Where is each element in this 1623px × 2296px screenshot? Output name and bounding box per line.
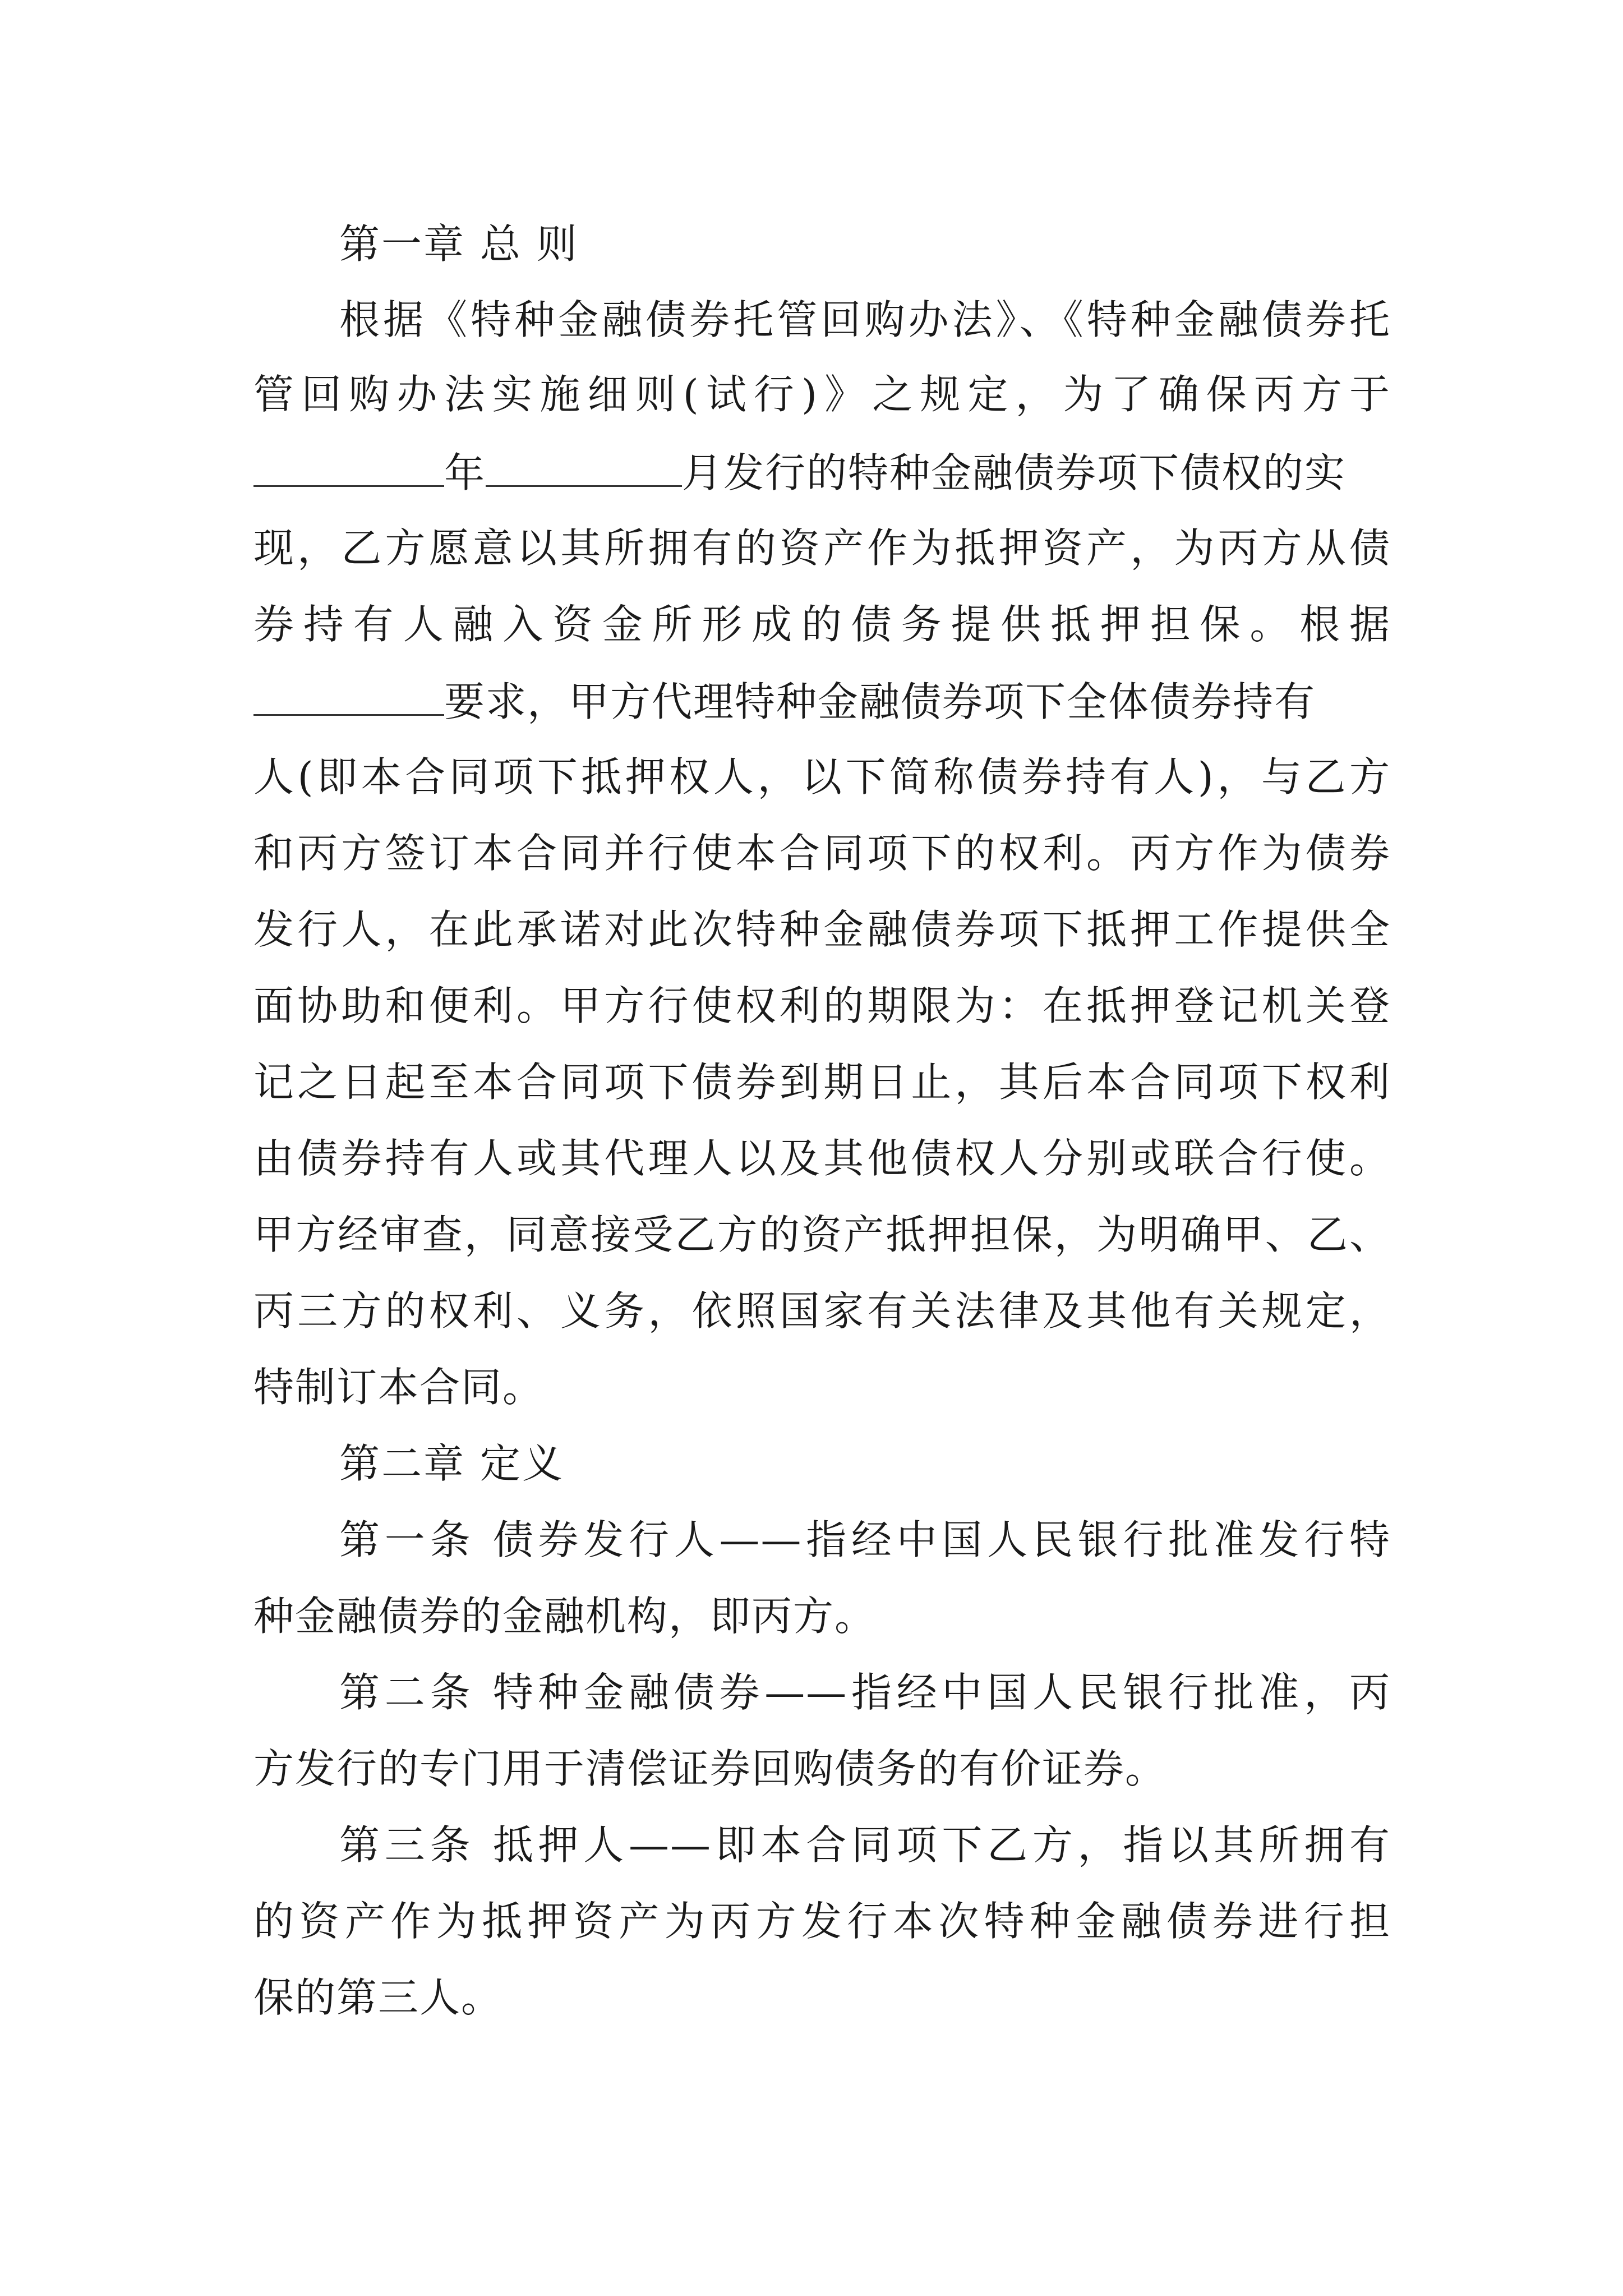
body-line-tail: 要求，甲方代理特种金融债券项下全体债券持有 <box>444 678 1316 725</box>
blank-year-field <box>253 453 444 487</box>
blank-month-field <box>486 453 682 487</box>
body-line-with-blanks <box>253 442 1391 504</box>
body-line: 由债券持有人或其代理人以及其他债权人分别或联合行使。 <box>253 1135 1391 1182</box>
body-line: 记之日起至本合同项下债券到期日止，其后本合同项下权利 <box>253 1059 1391 1106</box>
blank-field <box>253 682 444 716</box>
article-1-line: 种金融债券的金融机构，即丙方。 <box>253 1593 877 1640</box>
article-1-line: 第一条 债券发行人——指经中国人民银行批准发行特 <box>339 1516 1391 1563</box>
article-3-line: 保的第三人。 <box>253 1974 503 2021</box>
body-line-last: 特制订本合同。 <box>253 1364 545 1411</box>
body-line-with-blank <box>253 671 1391 733</box>
body-line: 和丙方签订本合同并行使本合同项下的权利。丙方作为债券 <box>253 830 1391 877</box>
year-label: 年 <box>444 449 486 496</box>
chapter-1-heading: 第一章 总 则 <box>339 220 579 268</box>
body-line: 发行人，在此承诺对此次特种金融债券项下抵押工作提供全 <box>253 906 1391 953</box>
body-line: 现，乙方愿意以其所拥有的资产作为抵押资产，为丙方从债 <box>253 524 1391 572</box>
article-2-line: 方发行的专门用于清偿证券回购债务的有价证券。 <box>253 1745 1167 1792</box>
body-line-tail: 月发行的特种金融债券项下债权的实 <box>682 449 1347 496</box>
chapter-2-heading: 第二章 定义 <box>339 1440 564 1487</box>
body-line: 人(即本合同项下抵押权人，以下简称债券持有人)，与乙方 <box>253 753 1391 800</box>
body-line: 丙三方的权利、义务，依照国家有关法律及其他有关规定， <box>253 1287 1391 1335</box>
body-line: 甲方经审查，同意接受乙方的资产抵押担保，为明确甲、乙、 <box>253 1211 1391 1258</box>
body-line: 券持有人融入资金所形成的债务提供抵押担保。根据 <box>253 601 1391 648</box>
body-line: 根据《特种金融债券托管回购办法》、《特种金融债券托 <box>339 296 1391 343</box>
article-2-line: 第二条 特种金融债券——指经中国人民银行批准，丙 <box>339 1669 1391 1716</box>
body-line: 面协助和便利。甲方行使权利的期限为：在抵押登记机关登 <box>253 982 1391 1029</box>
body-line: 管回购办法实施细则(试行)》之规定，为了确保丙方于 <box>253 371 1391 418</box>
article-3-line: 第三条 抵押人——即本合同项下乙方，指以其所拥有 <box>339 1821 1391 1869</box>
article-3-line: 的资产作为抵押资产为丙方发行本次特种金融债券进行担 <box>253 1898 1391 1945</box>
